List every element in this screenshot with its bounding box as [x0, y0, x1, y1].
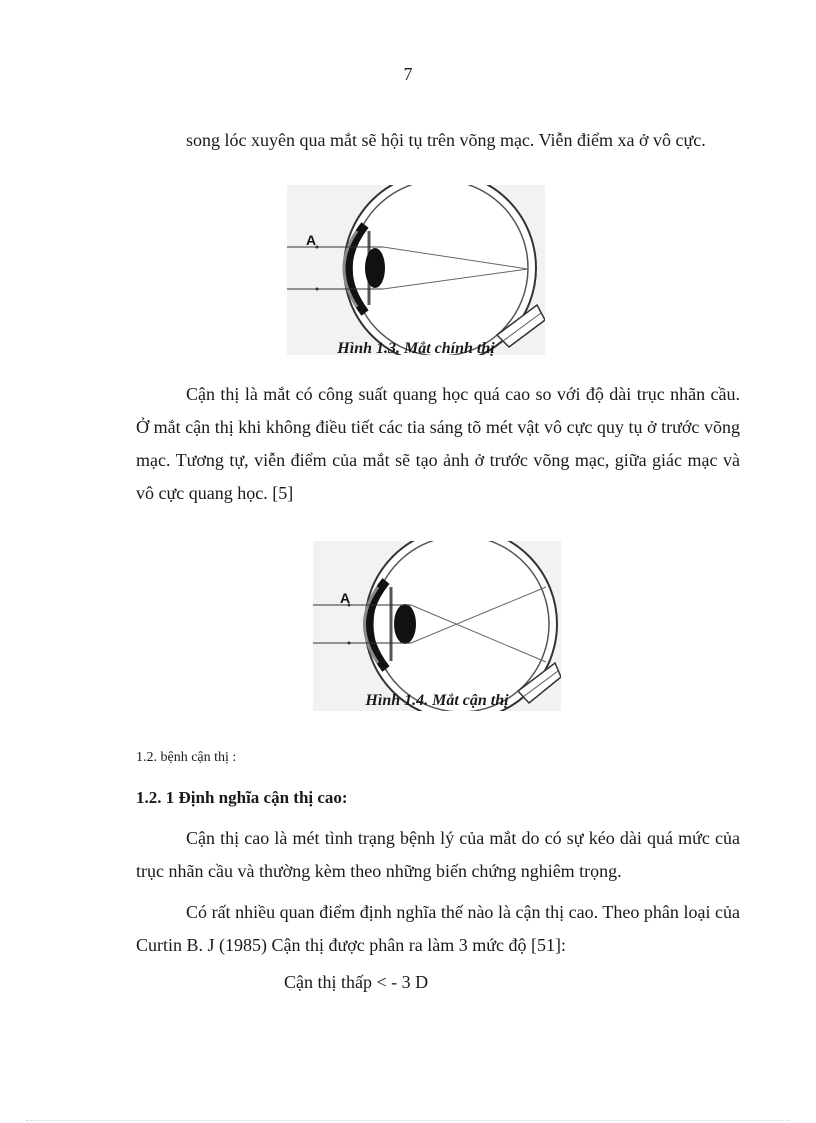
figure-emmetropic-eye — [287, 185, 545, 355]
myopic-eye-diagram — [313, 541, 561, 711]
paragraph-myopia-definition: Cận thị là mắt có công suất quang học quá cao so với độ dài trục nhãn cầu. Ở mắt cận thị khi không điều tiết các tia sáng tõ mét vật vô cực quy tụ ở trước võng mạc. Tương tự, viễn điểm của mắt sẽ tạo ảnh ở trước võng mạc, giữa giác mạc và vô cực quang học. [5] — [136, 384, 740, 503]
paragraph-classification: Có rất nhiều quan điểm định nghĩa thế nào là cận thị cao. Theo phân loại của Curtin B. J (1985) Cận thị được phân ra làm 3 mức độ [51]: — [136, 902, 740, 955]
section-heading: 1.2. bệnh cận thị : — [136, 750, 237, 765]
paragraph-viễn-điểm: song lóc xuyên qua mắt sẽ hội tụ trên võng mạc. Viễn điểm xa ở vô cực. — [186, 130, 706, 150]
footer-rule — [26, 1120, 790, 1121]
subsection-heading: 1.2. 1 Định nghĩa cận thị cao: — [136, 788, 348, 807]
paragraph-high-myopia: Cận thị cao là mét tình trạng bệnh lý của mắt do có sự kéo dài quá mức của trục nhãn cầu và thường kèm theo những biến chứng nghiêm trọng. — [136, 828, 740, 881]
label-a: A — [340, 590, 351, 606]
figure-caption: Hình 1.4. Mắt cận thị — [365, 692, 509, 709]
classification-low-myopia: Cận thị thấp < - 3 D — [284, 972, 429, 992]
figure-myopic-eye — [313, 541, 561, 711]
emmetropic-eye-diagram — [287, 185, 545, 355]
page-number: 7 — [403, 64, 413, 84]
label-a: A — [306, 232, 317, 248]
figure-caption: Hình 1.3. Mắt chính thị — [337, 340, 495, 357]
